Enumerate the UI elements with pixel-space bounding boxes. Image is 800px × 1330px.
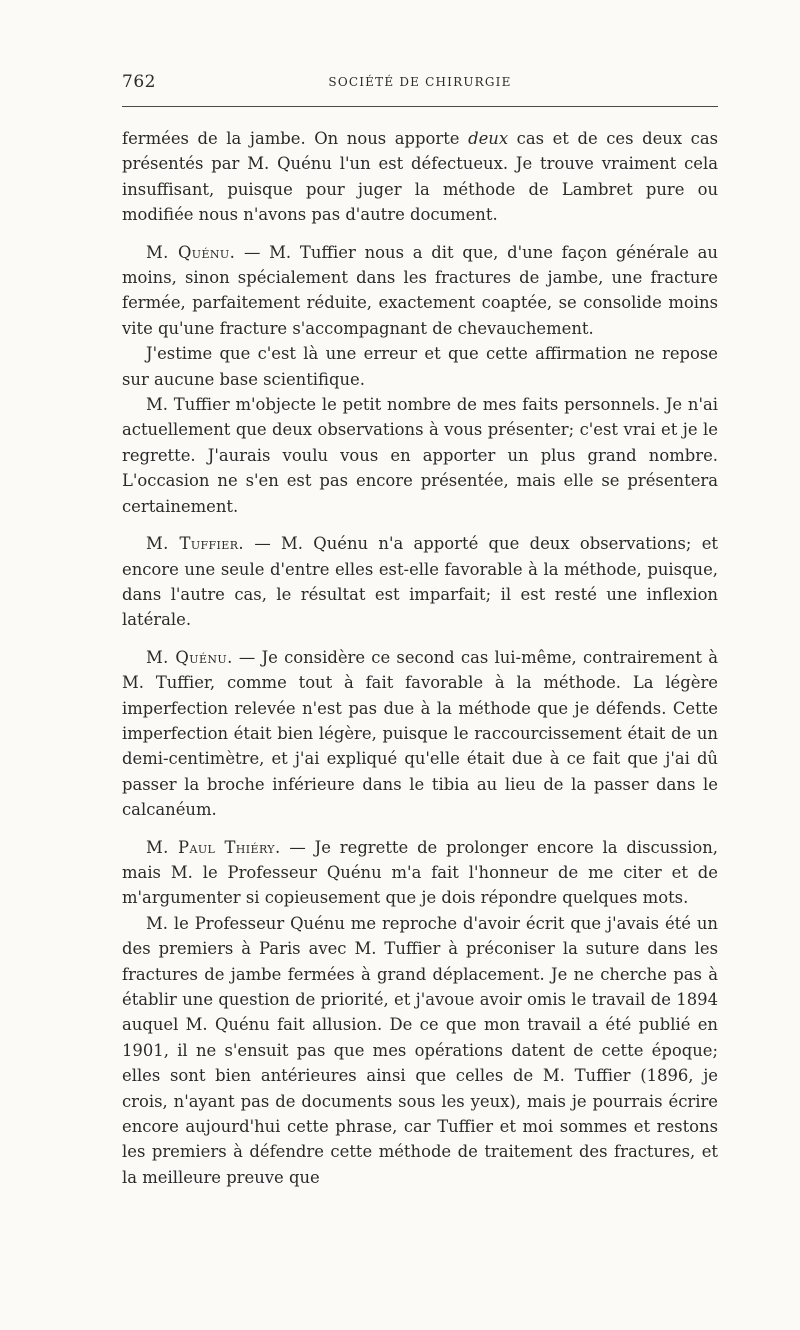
running-title: SOCIÉTÉ DE CHIRURGIE — [328, 75, 512, 89]
speaker-name: M. Paul Thiéry. — [146, 837, 281, 857]
page-number: 762 — [122, 72, 156, 92]
paragraph-text: M. le Professeur Quénu me reproche d'avoir écrit que j'avais été un des premiers à Paris avec M. Tuffier à préconiser la suture dans les fractures de jambe fermées à grand déplacement. Je ne cherche pas à établir une question de priorité, et j'avoue avoir omis le travail de 1894 auquel M. Quénu fait allusion. De ce que mon travail a été publié en 1901, il ne s'ensuit pas que mes opérations datent de cette époque; elles sont bien antérieures ainsi que celles de M. Tuffier (1896, je crois, n'ayant pas de documents sous les yeux), mais je pourrais écrire encore aujourd'hui cette phrase, car Tuffier et moi sommes et restons les premiers à défendre cette méthode de traitement des fractures, et la meilleure preuve que — [122, 913, 718, 1187]
paragraph — [122, 531, 718, 633]
paragraph-text: M. Tuffier m'objecte le petit nombre de mes faits personnels. Je n'ai actuellement que deux observations à vous présenter; c'est vrai et je le regrette. J'aurais voulu vous en apporter un plus grand nombre. L'occasion ne s'en est pas encore présentée, mais elle se présentera certainement. — [122, 395, 718, 516]
speaker-name: M. Quénu. — [146, 242, 236, 262]
paragraph — [122, 341, 718, 392]
paragraph — [122, 911, 718, 1190]
paragraph-text: J'estime que c'est là une erreur et que cette affirmation ne repose sur aucune base scientifique. — [122, 344, 718, 389]
emphasis-text: deux — [468, 129, 509, 148]
paragraph — [122, 392, 718, 519]
paragraph-text: — Je considère ce second cas lui-même, contrairement à M. Tuffier, comme tout à fait favorable à la méthode. La légère imperfection relevée n'est pas due à la méthode que je défends. Cette imperfection était bien légère, puisque le raccourcissement était de un demi-centimètre, et j'ai expliqué qu'elle était due à ce fait que j'ai dû passer la broche inférieure dans le tibia au lieu de la passer dans le calcanéum. — [122, 647, 718, 820]
speaker-name: M. Quénu. — [146, 647, 233, 667]
paragraph — [122, 835, 718, 911]
paragraph-text: — M. Quénu n'a apporté que deux observations; et encore une seule d'entre elles est-elle favorable à la méthode, puisque, dans l'autre cas, le résultat est imparfait; il est resté une inflexion latérale. — [122, 534, 718, 630]
page-header — [122, 72, 718, 96]
speaker-name: M. Tuffier. — [146, 534, 245, 554]
body-text — [122, 126, 718, 1190]
paragraph-text: — Je regrette de prolonger encore la discussion, mais M. le Professeur Quénu m'a fait l'honneur de me citer et de m'argumenter si copieusement que je dois répondre quelques mots. — [122, 837, 718, 908]
paragraph-text: fermées de la jambe. On nous apporte — [122, 129, 469, 148]
header-rule — [122, 106, 718, 107]
paragraph-text: — M. Tuffier nous a dit que, d'une façon générale au moins, sinon spécialement dans les fractures de jambe, une fracture fermée, parfaitement réduite, exactement coaptée, se consolide moins vite qu'une fracture s'accompagnant de chevauchement. — [122, 242, 718, 338]
paragraph — [122, 240, 718, 342]
paragraph — [122, 645, 718, 823]
paragraph — [122, 126, 718, 228]
paragraph-text-continued: cas et de ces deux cas présentés par M. Quénu l'un est défectueux. Je trouve vraiment cela insuffisant, puisque pour juger la méthode de Lambret pure ou modifiée nous n'avons pas d'autre document. — [122, 129, 718, 225]
